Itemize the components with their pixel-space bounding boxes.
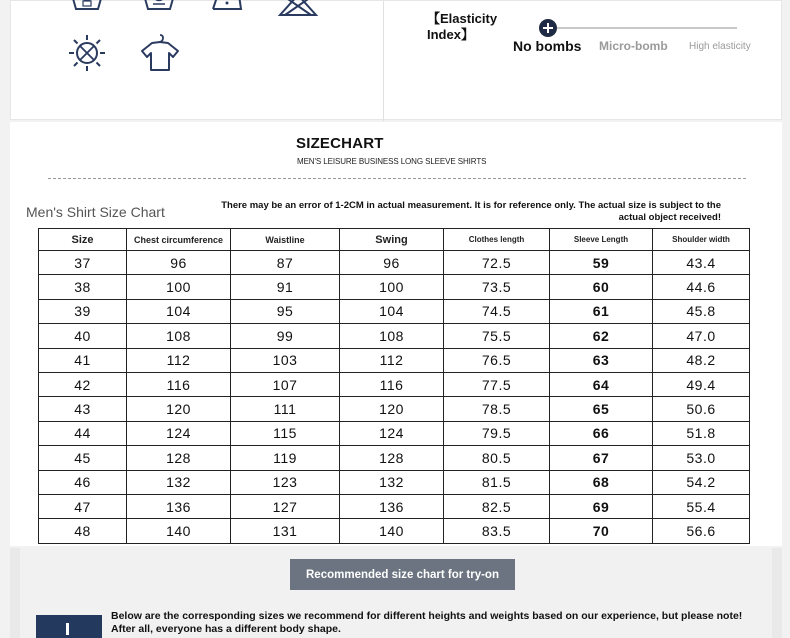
table-cell: 120 xyxy=(340,397,444,421)
table-cell: 38 xyxy=(39,275,127,299)
header-cell: Swing xyxy=(340,229,444,251)
table-cell: 87 xyxy=(231,251,340,275)
table-cell: 124 xyxy=(127,421,231,445)
table-cell: 70 xyxy=(550,519,653,543)
table-cell: 128 xyxy=(340,446,444,470)
table-header-row xyxy=(39,229,750,251)
table-row xyxy=(39,470,750,494)
table-cell: 128 xyxy=(127,446,231,470)
washing-icon xyxy=(141,0,177,13)
washing-icon xyxy=(69,0,105,13)
measurement-note: There may be an error of 1-2CM in actual measurement. It is for reference only. The actual size is subject to the actual object received! xyxy=(221,200,721,223)
table-cell: 132 xyxy=(340,470,444,494)
table-cell: 68 xyxy=(550,470,653,494)
table-row xyxy=(39,275,750,299)
table-cell: 44.6 xyxy=(653,275,750,299)
table-row xyxy=(39,494,750,518)
header-cell: Size xyxy=(39,229,127,251)
ironing-icon xyxy=(209,0,245,13)
size-table xyxy=(38,228,750,544)
table-cell: 53.0 xyxy=(653,446,750,470)
chart-title: SIZECHART xyxy=(296,135,384,152)
table-cell: 50.6 xyxy=(653,397,750,421)
table-cell: 116 xyxy=(340,372,444,396)
table-cell: 124 xyxy=(340,421,444,445)
table-cell: 108 xyxy=(127,324,231,348)
table-cell: 72.5 xyxy=(444,251,550,275)
table-row xyxy=(39,251,750,275)
info-icon xyxy=(36,615,102,638)
table-row xyxy=(39,348,750,372)
table-cell: 63 xyxy=(550,348,653,372)
table-cell: 132 xyxy=(127,470,231,494)
table-cell: 61 xyxy=(550,299,653,323)
table-cell: 104 xyxy=(340,299,444,323)
table-cell: 140 xyxy=(340,519,444,543)
size-chart-panel xyxy=(10,122,782,546)
table-cell: 111 xyxy=(231,397,340,421)
table-cell: 79.5 xyxy=(444,421,550,445)
table-cell: 43 xyxy=(39,397,127,421)
table-cell: 73.5 xyxy=(444,275,550,299)
hang-dry-icon xyxy=(139,33,181,73)
header-cell: Clothes length xyxy=(444,229,550,251)
elasticity-option-high-elasticity: High elasticity xyxy=(689,41,751,52)
panel-divider xyxy=(383,1,384,121)
table-cell: 96 xyxy=(127,251,231,275)
table-cell: 95 xyxy=(231,299,340,323)
chart-subtitle: MEN'S LEISURE BUSINESS LONG SLEEVE SHIRTS xyxy=(297,157,487,166)
table-cell: 100 xyxy=(340,275,444,299)
table-cell: 77.5 xyxy=(444,372,550,396)
table-cell: 62 xyxy=(550,324,653,348)
do-not-bleach-icon xyxy=(277,0,319,17)
table-cell: 59 xyxy=(550,251,653,275)
table-cell: 65 xyxy=(550,397,653,421)
table-cell: 43.4 xyxy=(653,251,750,275)
table-cell: 67 xyxy=(550,446,653,470)
table-cell: 47.0 xyxy=(653,324,750,348)
table-cell: 103 xyxy=(231,348,340,372)
table-cell: 112 xyxy=(340,348,444,372)
table-cell: 37 xyxy=(39,251,127,275)
table-cell: 42 xyxy=(39,372,127,396)
table-cell: 51.8 xyxy=(653,421,750,445)
table-cell: 76.5 xyxy=(444,348,550,372)
table-cell: 41 xyxy=(39,348,127,372)
table-cell: 46 xyxy=(39,470,127,494)
table-cell: 75.5 xyxy=(444,324,550,348)
table-cell: 100 xyxy=(127,275,231,299)
elasticity-knob[interactable] xyxy=(539,19,557,37)
top-panel xyxy=(10,0,782,120)
table-cell: 112 xyxy=(127,348,231,372)
table-cell: 47 xyxy=(39,494,127,518)
elasticity-option-micro-bomb: Micro-bomb xyxy=(599,39,668,53)
table-row xyxy=(39,299,750,323)
tumble-dry-icon xyxy=(67,33,107,73)
recommended-size-chart-button[interactable]: Recommended size chart for try-on xyxy=(290,559,515,590)
table-cell: 136 xyxy=(340,494,444,518)
table-cell: 108 xyxy=(340,324,444,348)
table-cell: 48.2 xyxy=(653,348,750,372)
table-cell: 40 xyxy=(39,324,127,348)
table-cell: 78.5 xyxy=(444,397,550,421)
table-row xyxy=(39,421,750,445)
table-cell: 83.5 xyxy=(444,519,550,543)
table-cell: 45 xyxy=(39,446,127,470)
header-cell: Chest circumference xyxy=(127,229,231,251)
table-cell: 107 xyxy=(231,372,340,396)
recommendation-note: Below are the corresponding sizes we recommend for different heights and weights based on our experience, but please note! After all, everyone has a different body shape. xyxy=(111,610,743,635)
table-cell: 81.5 xyxy=(444,470,550,494)
table-cell: 55.4 xyxy=(653,494,750,518)
table-cell: 96 xyxy=(340,251,444,275)
header-cell: Waistline xyxy=(231,229,340,251)
table-cell: 60 xyxy=(550,275,653,299)
table-cell: 49.4 xyxy=(653,372,750,396)
table-cell: 56.6 xyxy=(653,519,750,543)
table-cell: 69 xyxy=(550,494,653,518)
table-cell: 64 xyxy=(550,372,653,396)
header-cell: Shoulder width xyxy=(653,229,750,251)
table-cell: 82.5 xyxy=(444,494,550,518)
table-cell: 140 xyxy=(127,519,231,543)
table-cell: 104 xyxy=(127,299,231,323)
elasticity-option-no-bombs: No bombs xyxy=(513,38,582,54)
divider xyxy=(48,178,746,179)
table-cell: 45.8 xyxy=(653,299,750,323)
table-cell: 119 xyxy=(231,446,340,470)
table-row xyxy=(39,372,750,396)
table-cell: 116 xyxy=(127,372,231,396)
table-cell: 123 xyxy=(231,470,340,494)
table-cell: 74.5 xyxy=(444,299,550,323)
table-cell: 91 xyxy=(231,275,340,299)
table-cell: 136 xyxy=(127,494,231,518)
header-cell: Sleeve Length xyxy=(550,229,653,251)
table-cell: 120 xyxy=(127,397,231,421)
table-cell: 39 xyxy=(39,299,127,323)
table-cell: 54.2 xyxy=(653,470,750,494)
table-cell: 80.5 xyxy=(444,446,550,470)
elasticity-track xyxy=(543,27,737,29)
table-row xyxy=(39,446,750,470)
table-cell: 44 xyxy=(39,421,127,445)
table-row xyxy=(39,397,750,421)
table-cell: 131 xyxy=(231,519,340,543)
table-cell: 48 xyxy=(39,519,127,543)
table-cell: 115 xyxy=(231,421,340,445)
side-label: Men's Shirt Size Chart xyxy=(26,204,165,220)
elasticity-label: 【Elasticity Index】 xyxy=(427,11,498,42)
table-row xyxy=(39,519,750,543)
table-cell: 66 xyxy=(550,421,653,445)
table-cell: 127 xyxy=(231,494,340,518)
table-row xyxy=(39,324,750,348)
table-cell: 99 xyxy=(231,324,340,348)
